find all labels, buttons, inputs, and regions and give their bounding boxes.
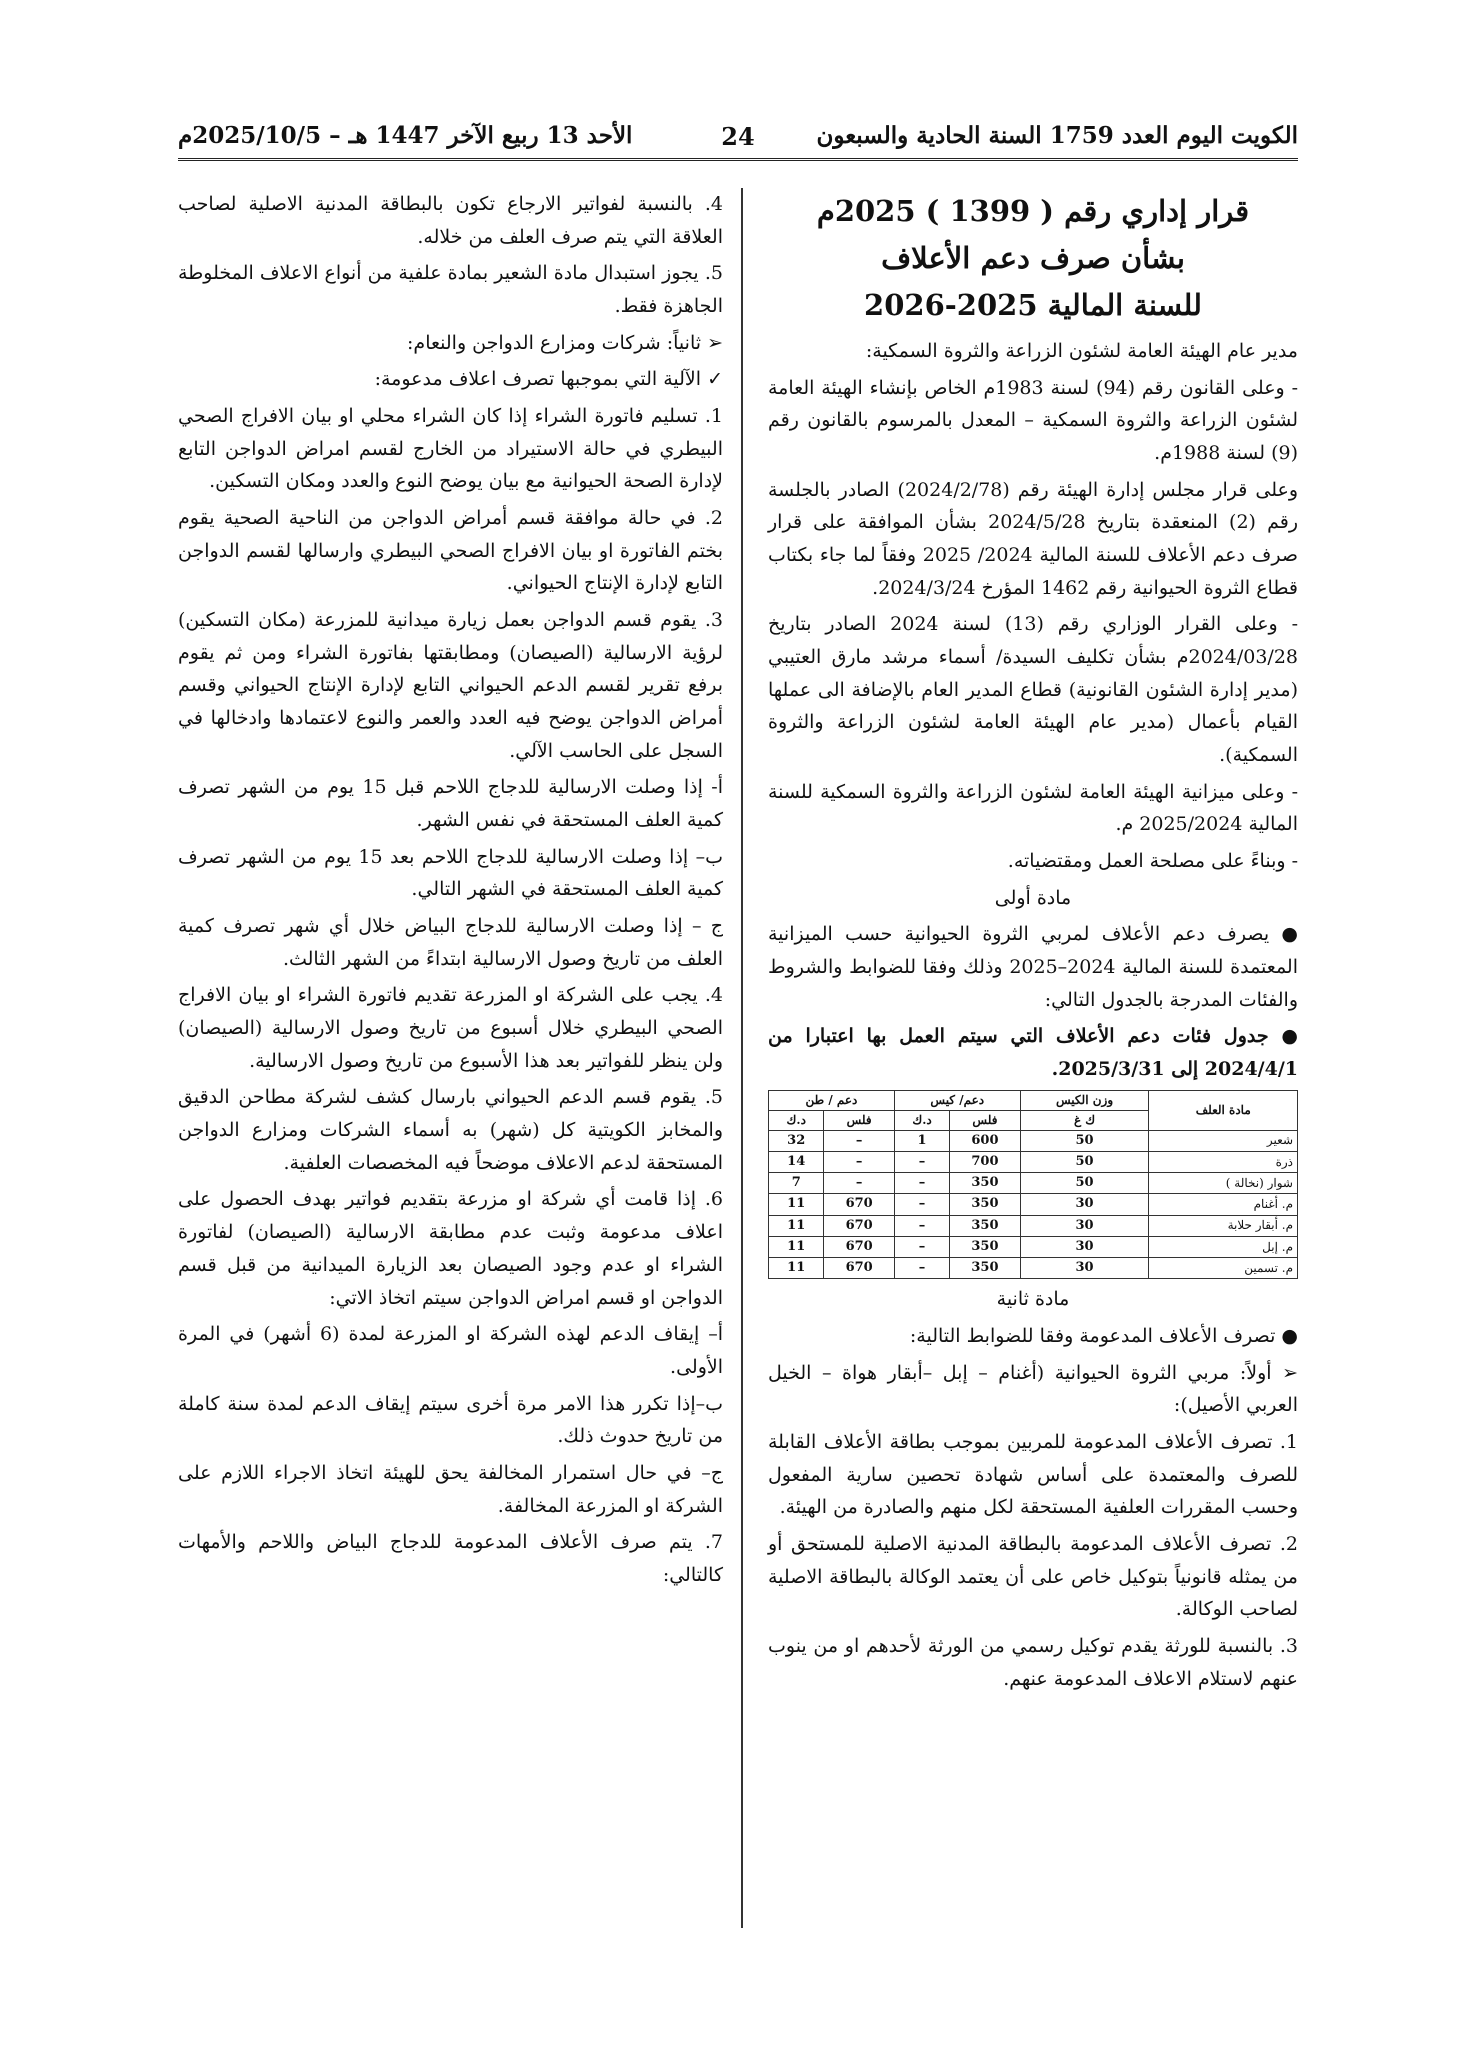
clause-paragraph: أ– إيقاف الدعم لهذه الشركة او المزرعة لمدة (6 أشهر) في المرة الأولى.: [178, 1323, 723, 1378]
article-paragraph: ➢ أولاً: مربي الثروة الحيوانية (أغنام – إبل –أبقار هواة – الخيل العربي الأصيل):: [768, 1361, 1298, 1417]
cell-ton-fils: –: [824, 1173, 894, 1194]
cell-bag-kd: 1: [894, 1130, 949, 1151]
sub-header-dinar: د.ك: [894, 1110, 949, 1130]
table-row: [769, 1130, 1298, 1151]
preamble-paragraph: مدير عام الهيئة العامة لشئون الزراعة والثروة السمكية:: [865, 339, 1298, 362]
cell-bag-kd: –: [894, 1258, 949, 1279]
col-header-per-ton: دعم / طن: [769, 1090, 895, 1110]
clause-paragraph: ج– في حال استمرار المخالفة يحق للهيئة اتخاذ الاجراء اللازم على الشركة او المزرعة المخالفة.: [178, 1461, 723, 1517]
header-page-number: 24: [721, 122, 755, 151]
clause-paragraph: 7. يتم صرف الأعلاف المدعومة للدجاج البياض واللاحم والأمهات كالتالي:: [178, 1531, 723, 1586]
article-1-heading: مادة أولى: [994, 886, 1072, 909]
header-issue-info: الكويت اليوم العدد 1759 السنة الحادية والسبعون: [816, 122, 1298, 149]
right-column: [768, 188, 1298, 1700]
cell-material: م. إبل: [1149, 1236, 1298, 1257]
article-paragraph: 2. تصرف الأعلاف المدعومة بالبطاقة المدنية الاصلية للمستحق أو من يمثله قانونياً بتوكيل خاص على أن يعتمد الوكالة بالبطاقة الاصلية لصاحب الوكالة.: [768, 1533, 1298, 1621]
title-line: للسنة المالية 2025-2026: [864, 287, 1202, 322]
clause-paragraph: 4. بالنسبة لفواتير الارجاع تكون بالبطاقة المدنية الاصلية لصاحب العلاقة التي يتم صرف العلف من خلاله.: [178, 193, 723, 248]
cell-bag-kd: –: [894, 1215, 949, 1236]
clause-paragraph: ✓ الآلية التي بموجبها تصرف اعلاف مدعومة:: [374, 368, 723, 391]
table-row: [769, 1151, 1298, 1172]
cell-bag-kd: –: [894, 1151, 949, 1172]
cell-bag-kd: –: [894, 1194, 949, 1215]
cell-ton-fils: 670: [824, 1194, 894, 1215]
clause-paragraph: 2. في حالة موافقة قسم أمراض الدواجن من الناحية الصحية يقوم بختم الفاتورة او بيان الافراج الصحي البيطري وارسالها لقسم الدواجن التابع لإدارة الإنتاج الحيواني.: [178, 507, 723, 595]
cell-bag-fils: 350: [950, 1236, 1020, 1257]
article-2-heading: مادة ثانية: [996, 1288, 1070, 1311]
cell-ton-kd: 7: [769, 1173, 824, 1194]
cell-bag-fils: 350: [950, 1194, 1020, 1215]
feed-subsidy-table: [768, 1090, 1298, 1280]
clause-paragraph: 5. يجوز استبدال مادة الشعير بمادة علفية من أنواع الاعلاف المخلوطة الجاهزة فقط.: [178, 262, 723, 318]
cell-weight: 50: [1020, 1151, 1149, 1172]
clause-paragraph: ب–إذا تكرر هذا الامر مرة أخرى سيتم إيقاف الدعم لمدة سنة كاملة من تاريخ حدوث ذلك.: [178, 1392, 723, 1448]
cell-material: ذرة: [1149, 1151, 1298, 1172]
table-row: [769, 1194, 1298, 1215]
table-row: [769, 1258, 1298, 1279]
cell-bag-fils: 350: [950, 1215, 1020, 1236]
article-paragraph: ● جدول فئات دعم الأعلاف التي سيتم العمل بها اعتبارا من 2024/4/1 إلى 2025/3/31.: [768, 1025, 1298, 1081]
cell-ton-fils: –: [824, 1130, 894, 1151]
cell-bag-kd: –: [894, 1173, 949, 1194]
table-row: [769, 1215, 1298, 1236]
column-divider: [741, 188, 743, 1928]
clause-paragraph: أ- إذا وصلت الارسالية للدجاج اللاحم قبل 15 يوم من الشهر تصرف كمية العلف المستحقة في نفس الشهر.: [178, 776, 723, 832]
clause-paragraph: 3. يقوم قسم الدواجن بعمل زيارة ميدانية للمزرعة (مكان التسكين) لرؤية الارسالية (الصيصان) ومطابقتها بفاتورة الشراء ومن ثم يقوم برفع تقرير لقسم الدعم الحيواني التابع لإدارة الإنتاج الحيواني وقسم أمراض الدواجن يوضح فيه العدد والعمر والنوع لاعتمادها وادخالها في السجل على الحاسب الآلي.: [178, 609, 723, 762]
cell-weight: 30: [1020, 1215, 1149, 1236]
cell-ton-kd: 14: [769, 1151, 824, 1172]
cell-weight: 30: [1020, 1236, 1149, 1257]
article-paragraph: 1. تصرف الأعلاف المدعومة للمربين بموجب بطاقة الأعلاف القابلة للصرف والمعتمدة على أساس شهادة تحصين سارية المفعول وحسب المقررات العلفية المستحقة لكل منهم والصادرة من الهيئة.: [768, 1431, 1298, 1519]
sub-header-kg: ك غ: [1020, 1110, 1149, 1130]
header-date: الأحد 13 ربيع الآخر 1447 هـ – 2025/10/5م: [178, 122, 633, 149]
cell-weight: 30: [1020, 1194, 1149, 1215]
cell-bag-fils: 600: [950, 1130, 1020, 1151]
preamble-paragraph: - وعلى القرار الوزاري رقم (13) لسنة 2024 الصادر بتاريخ 2024/03/28م بشأن تكليف السيدة/ أسماء مرشد مارق العتيبي (مدير إدارة الشئون القانونية) قطاع المدير العام بالإضافة الى عملها القيام بأعمال (مدير عام الهيئة العامة لشئون الزراعة والثروة السمكية).: [768, 613, 1298, 766]
cell-bag-fils: 350: [950, 1258, 1020, 1279]
col-header-per-bag: دعم/ كيس: [894, 1090, 1020, 1110]
cell-bag-fils: 350: [950, 1173, 1020, 1194]
sub-header-fils: فلس: [824, 1110, 894, 1130]
sub-header-dinar: د.ك: [769, 1110, 824, 1130]
clause-paragraph: 4. يجب على الشركة او المزرعة تقديم فاتورة الشراء او بيان الافراج الصحي البيطري خلال أسبوع من تاريخ وصول الارسالية (الصيصان) ولن ينظر للفواتير بعد هذا الأسبوع من تاريخ وصول الارسالية.: [178, 984, 723, 1072]
col-header-weight: وزن الكيس: [1020, 1090, 1149, 1110]
page-header: [178, 118, 1298, 161]
cell-bag-kd: –: [894, 1236, 949, 1257]
clause-paragraph: 1. تسليم فاتورة الشراء إذا كان الشراء محلي او بيان الافراج الصحي البيطري في حالة الاستيراد من الخارج لقسم امراض الدواجن التابع لإدارة الصحة الحيوانية مع بيان يوضح النوع والعدد ومكان التسكين.: [178, 405, 723, 493]
article-paragraph: ● يصرف دعم الأعلاف لمربي الثروة الحيوانية حسب الميزانية المعتمدة للسنة المالية 2024–2025 وذلك وفقا للضوابط والشروط والفئات المدرجة بالجدول التالي:: [768, 923, 1299, 1011]
title-line: قرار إداري رقم ( 1399 ) 2025م: [816, 194, 1250, 228]
cell-ton-kd: 11: [769, 1215, 824, 1236]
sub-header-fils: فلس: [950, 1110, 1020, 1130]
cell-ton-fils: 670: [824, 1236, 894, 1257]
clause-paragraph: ب– إذا وصلت الارسالية للدجاج اللاحم بعد 15 يوم من الشهر تصرف كمية العلف المستحقة في الشهر التالي.: [178, 845, 723, 901]
cell-ton-kd: 32: [769, 1130, 824, 1151]
cell-ton-kd: 11: [769, 1236, 824, 1257]
table-row: [769, 1236, 1298, 1257]
cell-ton-kd: 11: [769, 1194, 824, 1215]
cell-material: شعير: [1149, 1130, 1298, 1151]
clause-paragraph: ➢ ثانياً: شركات ومزارع الدواجن والنعام:: [407, 331, 723, 354]
cell-material: م. تسمين: [1149, 1258, 1298, 1279]
cell-weight: 30: [1020, 1258, 1149, 1279]
preamble-paragraph: - وعلى ميزانية الهيئة العامة لشئون الزراعة والثروة السمكية للسنة المالية 2025/2024 م.: [768, 780, 1298, 836]
clause-paragraph: 5. يقوم قسم الدعم الحيواني بارسال كشف لشركة مطاحن الدقيق والمخابز الكويتية كل (شهر) به أسماء الشركات ومزارع الدواجن المستحقة لدعم الاعلاف موضحاً فيه المخصصات العلفية.: [178, 1086, 723, 1174]
cell-weight: 50: [1020, 1130, 1149, 1151]
cell-material: م. أغنام: [1149, 1194, 1298, 1215]
title-line: بشأن صرف دعم الأعلاف: [881, 240, 1185, 275]
article-paragraph: ● تصرف الأعلاف المدعومة وفقا للضوابط التالية:: [909, 1325, 1298, 1348]
preamble-paragraph: - وبناءً على مصلحة العمل ومقتضياته.: [1007, 849, 1298, 872]
clause-paragraph: 6. إذا قامت أي شركة او مزرعة بتقديم فواتير بهدف الحصول على اعلاف مدعومة وثبت عدم مطابقة الارسالية (الصيصان) لفاتورة الشراء او عدم وجود الصيصان بعد الزيارة الميدانية من قبل قسم الدواجن او قسم امراض الدواجن سيتم اتخاذ الاتي:: [178, 1188, 723, 1309]
cell-material: م. أبقار حلابة: [1149, 1215, 1298, 1236]
cell-ton-fils: 670: [824, 1215, 894, 1236]
col-header-material: مادة العلف: [1149, 1090, 1298, 1130]
cell-ton-fils: 670: [824, 1258, 894, 1279]
article-paragraph: 3. بالنسبة للورثة يقدم توكيل رسمي من الورثة لأحدهم او من ينوب عنهم لاستلام الاعلاف المدعومة عنهم.: [768, 1635, 1298, 1690]
cell-bag-fils: 700: [950, 1151, 1020, 1172]
preamble-paragraph: وعلى قرار مجلس إدارة الهيئة رقم (2024/2/78) الصادر بالجلسة رقم (2) المنعقدة بتاريخ 2024/5/28 بشأن الموافقة على قرار صرف دعم الأعلاف للسنة المالية 2024/ 2025 وفقاً لما جاء بكتاب قطاع الثروة الحيوانية رقم 1462 المؤرخ 2024/3/24.: [768, 478, 1298, 599]
decision-title: [768, 188, 1298, 329]
cell-weight: 50: [1020, 1173, 1149, 1194]
table-row: [769, 1173, 1298, 1194]
cell-ton-kd: 11: [769, 1258, 824, 1279]
left-column: [178, 188, 723, 1596]
clause-paragraph: ج – إذا وصلت الارسالية للدجاج البياض خلال أي شهر تصرف كمية العلف من تاريخ وصول الارسالية ابتداءً من الشهر الثالث.: [178, 915, 723, 970]
cell-material: شوار (نخالة ): [1149, 1173, 1298, 1194]
preamble-paragraph: - وعلى القانون رقم (94) لسنة 1983م الخاص بإنشاء الهيئة العامة لشئون الزراعة والثروة السمكية – المعدل بالمرسوم بالقانون رقم (9) لسنة 1988م.: [768, 376, 1299, 464]
cell-ton-fils: –: [824, 1151, 894, 1172]
